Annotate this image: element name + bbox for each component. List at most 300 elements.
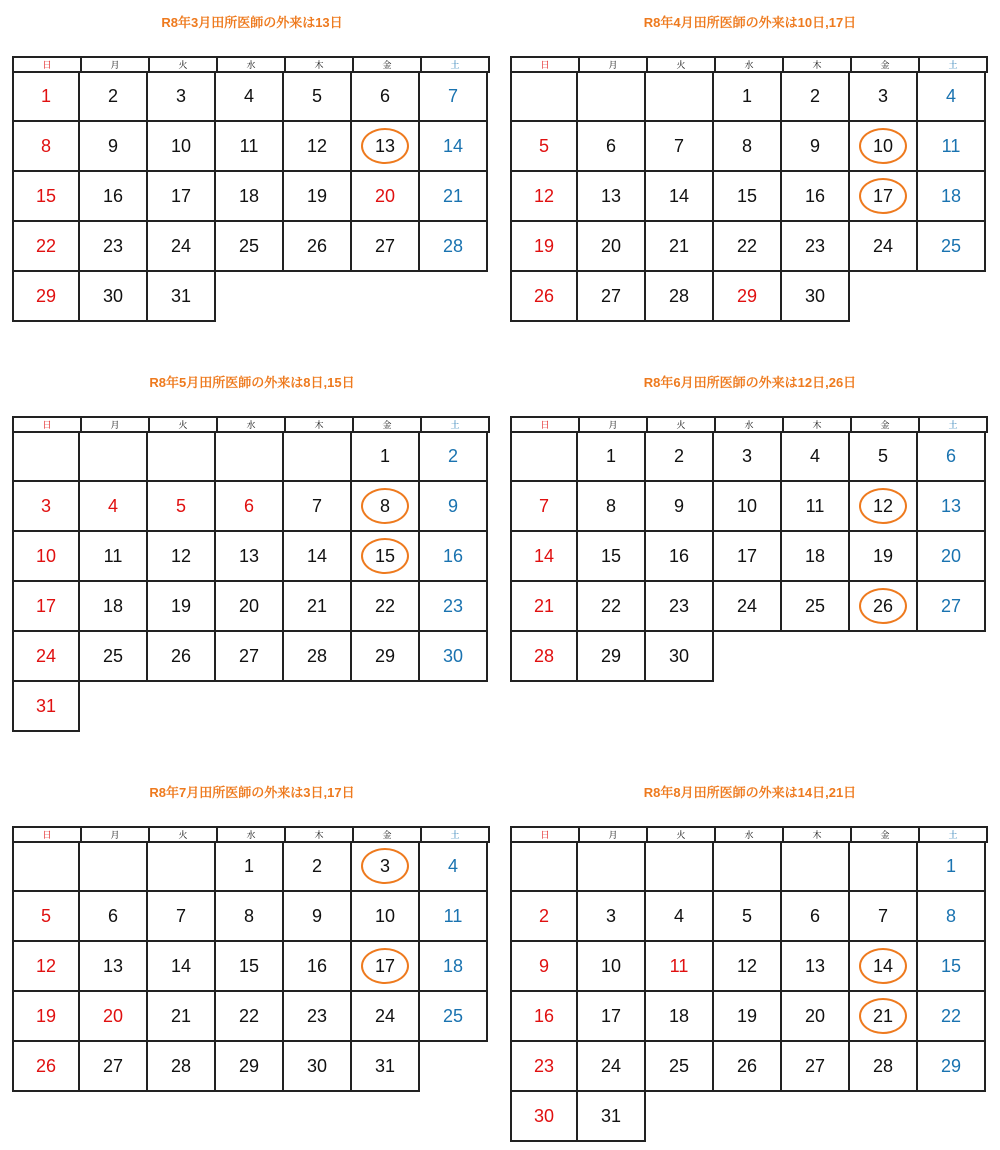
day-number: 10 [736,495,758,516]
day-number: 26 [306,235,328,256]
day-number: 7 [673,135,684,156]
day-cell [216,632,284,682]
day-number: 13 [374,135,396,156]
day-number: 11 [443,905,463,926]
day-number: 30 [533,1105,555,1126]
empty-cell [510,72,578,122]
day-cell [148,172,216,222]
day-number: 4 [673,905,684,926]
week-row [12,942,490,992]
day-number: 17 [736,545,758,566]
day-cell [918,942,986,992]
week-row [510,222,988,272]
day-number: 28 [533,645,555,666]
day-number: 8 [605,495,616,516]
calendar-june [510,375,988,682]
day-cell [510,482,578,532]
day-number: 25 [102,645,124,666]
week-row [12,482,490,532]
day-number: 2 [809,85,820,106]
day-cell [12,222,80,272]
day-number: 22 [35,235,57,256]
day-number: 16 [306,955,328,976]
day-cell [918,892,986,942]
day-cell [148,582,216,632]
empty-cell [216,432,284,482]
day-number: 8 [741,135,752,156]
day-number: 11 [805,495,825,516]
day-cell [782,582,850,632]
day-number: 21 [668,235,690,256]
day-number: 21 [442,185,464,206]
day-cell [216,122,284,172]
day-number: 13 [940,495,962,516]
day-number: 24 [35,645,57,666]
day-number: 9 [107,135,118,156]
day-cell [714,272,782,322]
day-cell [918,222,986,272]
day-number: 30 [306,1055,328,1076]
day-number: 25 [940,235,962,256]
empty-cell [782,1092,850,1142]
day-number: 13 [804,955,826,976]
clinic-day-circle [361,128,409,164]
day-cell [352,532,420,582]
day-cell [284,632,352,682]
day-number: 9 [673,495,684,516]
day-number: 28 [442,235,464,256]
day-cell [918,72,986,122]
day-number: 30 [668,645,690,666]
empty-cell [578,842,646,892]
clinic-day-circle [859,948,907,984]
day-number: 18 [102,595,124,616]
day-number: 18 [804,545,826,566]
day-cell [782,532,850,582]
day-number: 11 [103,545,123,566]
day-number: 4 [809,445,820,466]
day-cell [352,892,420,942]
day-number: 26 [533,285,555,306]
day-cell [216,942,284,992]
day-number: 24 [736,595,758,616]
day-number: 13 [238,545,260,566]
day-number: 30 [442,645,464,666]
weekday-label: 金 [852,58,920,73]
day-number: 10 [35,545,57,566]
day-number: 25 [804,595,826,616]
week-row [510,72,988,122]
empty-cell [646,1092,714,1142]
day-number: 15 [600,545,622,566]
day-cell [782,942,850,992]
day-number: 16 [668,545,690,566]
day-number: 3 [741,445,752,466]
day-number: 9 [538,955,549,976]
day-number: 15 [35,185,57,206]
day-cell [12,632,80,682]
weekday-label: 土 [422,58,490,73]
day-cell [12,122,80,172]
empty-cell [216,272,284,322]
day-number: 10 [872,135,894,156]
day-cell [420,482,488,532]
weekday-label: 金 [354,58,422,73]
week-row [12,1042,490,1092]
day-cell [510,992,578,1042]
day-cell [420,992,488,1042]
weekday-label: 日 [14,828,82,843]
day-cell [12,72,80,122]
empty-cell [352,682,420,732]
day-cell [850,532,918,582]
day-number: 23 [442,595,464,616]
day-number: 28 [306,645,328,666]
weekday-label: 木 [784,418,852,433]
day-cell [12,482,80,532]
week-row [12,72,490,122]
day-cell [850,172,918,222]
day-number: 7 [447,85,458,106]
day-number: 26 [872,595,894,616]
weekday-label: 土 [422,828,490,843]
day-cell [284,942,352,992]
day-number: 12 [533,185,555,206]
week-row [12,122,490,172]
day-cell [284,1042,352,1092]
day-cell [918,172,986,222]
day-number: 18 [238,185,260,206]
day-cell [578,992,646,1042]
day-number: 16 [804,185,826,206]
day-cell [80,72,148,122]
week-row [510,582,988,632]
empty-cell [918,632,986,682]
day-cell [12,582,80,632]
day-number: 14 [872,955,894,976]
day-cell [918,992,986,1042]
week-row [12,842,490,892]
weekday-label: 火 [150,58,218,73]
day-cell [714,122,782,172]
day-cell [420,72,488,122]
week-row [12,632,490,682]
day-cell [646,222,714,272]
day-number: 23 [533,1055,555,1076]
day-number: 5 [877,445,888,466]
day-number: 4 [107,495,118,516]
day-number: 29 [35,285,57,306]
weekday-label: 土 [920,58,988,73]
day-cell [510,942,578,992]
clinic-day-circle [361,848,409,884]
empty-cell [714,1092,782,1142]
day-number: 1 [741,85,752,106]
day-cell [850,1042,918,1092]
day-cell [216,992,284,1042]
calendar-july [12,785,490,1092]
day-cell [646,582,714,632]
day-cell [12,272,80,322]
day-cell [352,582,420,632]
day-cell [918,842,986,892]
day-number: 24 [872,235,894,256]
day-number: 7 [538,495,549,516]
empty-cell [284,272,352,322]
day-number: 5 [175,495,186,516]
day-cell [578,1092,646,1142]
weekday-label: 水 [716,418,784,433]
empty-cell [646,842,714,892]
day-cell [646,122,714,172]
day-cell [148,992,216,1042]
day-cell [578,122,646,172]
day-number: 27 [600,285,622,306]
empty-cell [850,632,918,682]
day-cell [918,432,986,482]
day-number: 6 [945,445,956,466]
day-number: 12 [736,955,758,976]
weekday-label: 金 [852,418,920,433]
weekday-label: 月 [82,828,150,843]
day-cell [420,172,488,222]
day-cell [12,682,80,732]
day-cell [646,482,714,532]
week-row [510,992,988,1042]
weekday-label: 日 [14,58,82,73]
week-row [510,272,988,322]
day-number: 29 [600,645,622,666]
day-number: 15 [940,955,962,976]
day-cell [80,992,148,1042]
week-row [12,532,490,582]
day-cell [714,482,782,532]
weekday-label: 火 [150,828,218,843]
day-number: 20 [102,1005,124,1026]
weekday-header [12,416,490,432]
day-cell [148,272,216,322]
day-cell [420,632,488,682]
weekday-label: 月 [82,58,150,73]
day-cell [578,632,646,682]
day-number: 31 [600,1105,622,1126]
day-number: 28 [170,1055,192,1076]
empty-cell [80,842,148,892]
day-number: 31 [35,695,57,716]
day-number: 18 [940,185,962,206]
day-cell [714,72,782,122]
week-row [510,1042,988,1092]
day-cell [80,532,148,582]
day-number: 12 [170,545,192,566]
day-cell [510,172,578,222]
day-number: 19 [306,185,328,206]
empty-cell [148,682,216,732]
day-number: 10 [600,955,622,976]
day-cell [782,172,850,222]
day-number: 14 [170,955,192,976]
day-number: 23 [668,595,690,616]
day-number: 12 [872,495,894,516]
empty-cell [850,1092,918,1142]
calendar-april [510,15,988,322]
day-number: 13 [102,955,124,976]
day-number: 1 [945,855,956,876]
day-cell [918,582,986,632]
day-cell [216,172,284,222]
calendar-may [12,375,490,732]
week-row [510,482,988,532]
day-cell [352,432,420,482]
day-number: 7 [877,905,888,926]
day-cell [714,1042,782,1092]
day-number: 19 [170,595,192,616]
day-number: 9 [311,905,322,926]
day-cell [12,942,80,992]
day-cell [216,72,284,122]
day-cell [352,1042,420,1092]
day-cell [850,482,918,532]
day-number: 2 [673,445,684,466]
day-number: 27 [940,595,962,616]
day-number: 1 [379,445,390,466]
weekday-label: 火 [648,58,716,73]
week-row [12,172,490,222]
day-cell [646,632,714,682]
day-cell [352,482,420,532]
day-cell [850,72,918,122]
day-cell [510,272,578,322]
day-cell [918,532,986,582]
day-number: 8 [379,495,390,516]
day-cell [284,172,352,222]
day-cell [782,272,850,322]
day-number: 27 [238,645,260,666]
empty-cell [216,682,284,732]
day-cell [80,122,148,172]
day-cell [148,1042,216,1092]
day-number: 22 [374,595,396,616]
calendar-title: R8年7月田所医師の外来は3日,17日 [149,785,355,800]
calendar-title: R8年3月田所医師の外来は13日 [161,15,343,30]
weekday-label: 木 [286,58,354,73]
day-cell [714,222,782,272]
week-row [12,432,490,482]
day-cell [420,432,488,482]
day-number: 16 [102,185,124,206]
day-cell [352,172,420,222]
day-number: 26 [170,645,192,666]
week-row [12,892,490,942]
clinic-day-circle [361,538,409,574]
day-cell [850,222,918,272]
day-cell [80,482,148,532]
day-number: 3 [379,855,390,876]
day-number: 28 [872,1055,894,1076]
day-number: 22 [600,595,622,616]
week-row [510,842,988,892]
day-cell [80,172,148,222]
empty-cell [782,842,850,892]
weekday-label: 日 [512,58,580,73]
weekday-label: 木 [286,418,354,433]
day-cell [284,222,352,272]
day-cell [578,892,646,942]
day-cell [510,632,578,682]
day-cell [216,222,284,272]
day-number: 12 [306,135,328,156]
day-number: 21 [533,595,555,616]
weekday-label: 火 [648,418,716,433]
day-cell [148,892,216,942]
day-cell [646,1042,714,1092]
day-cell [216,582,284,632]
day-cell [420,222,488,272]
weekday-label: 日 [512,418,580,433]
day-cell [420,122,488,172]
day-cell [646,172,714,222]
day-cell [782,122,850,172]
day-number: 29 [238,1055,260,1076]
empty-cell [646,72,714,122]
day-cell [148,122,216,172]
day-cell [352,942,420,992]
day-number: 20 [804,1005,826,1026]
day-cell [918,122,986,172]
day-number: 26 [35,1055,57,1076]
empty-cell [510,842,578,892]
day-number: 3 [877,85,888,106]
day-cell [510,892,578,942]
day-cell [148,72,216,122]
day-cell [578,942,646,992]
day-cell [646,532,714,582]
day-number: 4 [447,855,458,876]
calendar-title: R8年8月田所医師の外来は14日,21日 [643,785,857,800]
empty-cell [420,682,488,732]
empty-cell [714,632,782,682]
empty-cell [284,432,352,482]
day-number: 1 [40,85,51,106]
day-number: 27 [102,1055,124,1076]
day-cell [284,892,352,942]
week-row [12,682,490,732]
day-number: 6 [605,135,616,156]
day-number: 5 [741,905,752,926]
empty-cell [148,432,216,482]
day-number: 8 [243,905,254,926]
week-row [510,942,988,992]
day-cell [12,1042,80,1092]
week-row [510,122,988,172]
weekday-header [12,826,490,842]
day-cell [578,582,646,632]
calendar-title: R8年4月田所医師の外来は10日,17日 [643,15,857,30]
empty-cell [12,842,80,892]
empty-cell [284,682,352,732]
week-row [12,222,490,272]
empty-cell [80,682,148,732]
week-row [510,892,988,942]
week-row [12,992,490,1042]
weekday-header [510,416,988,432]
empty-cell [578,72,646,122]
day-number: 25 [668,1055,690,1076]
day-cell [782,1042,850,1092]
clinic-day-circle [361,488,409,524]
day-cell [918,1042,986,1092]
day-number: 20 [238,595,260,616]
